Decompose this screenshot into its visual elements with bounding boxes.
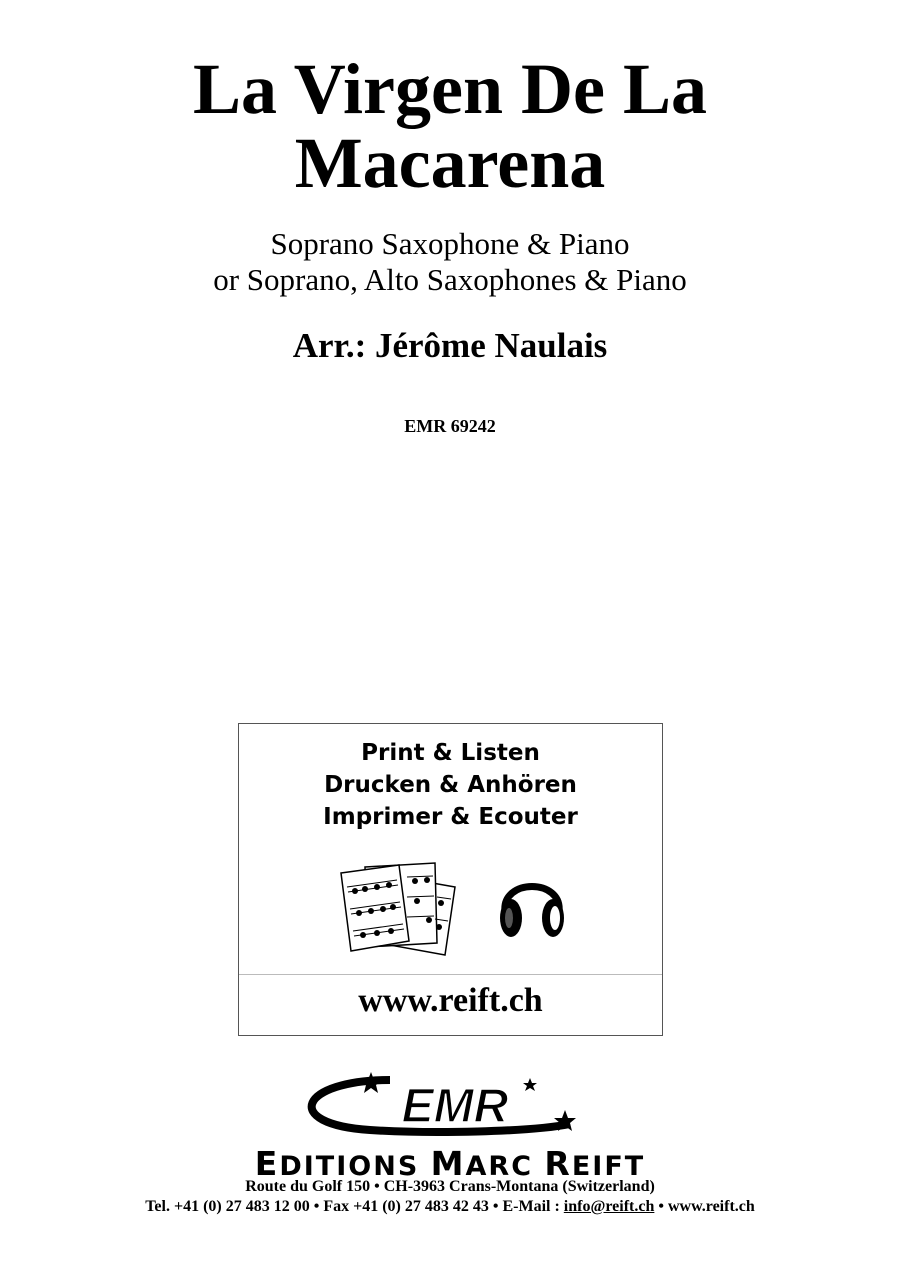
arranger: Arr.: Jérôme Naulais [292,326,608,365]
contact-phone-fax: Tel. +41 (0) 27 483 12 00 • Fax +41 (0) 27 483 42 43 • E-Mail : [145,1198,564,1215]
email-link[interactable]: info@reift.ch [563,1198,655,1215]
catalog-number: EMR 69242 [404,416,496,436]
publisher-address: Route du Golf 150 • CH-3963 Crans-Montana (Switzerland) [245,1178,655,1195]
emr-logo [240,1072,660,1144]
sheet-music-icon [337,857,467,957]
headphones-icon [497,864,567,944]
instrumentation-line-2: or Soprano, Alto Saxophones & Piano [213,262,687,297]
publisher-name-part: DITIONS [279,1151,431,1182]
instrumentation-line-1: Soprano Saxophone & Piano [270,226,630,261]
promo-divider [239,974,662,975]
promo-line-french: Imprimer & Ecouter [323,804,578,830]
publisher-name-part: E [254,1144,280,1183]
publisher-name-part: R [544,1144,572,1183]
title [0,49,900,203]
print-listen-box [238,723,663,1036]
promo-website-link[interactable]: www.reift.ch [358,982,543,1019]
promo-line-german: Drucken & Anhören [324,772,577,798]
title-line-2: Macarena [294,123,606,203]
instrumentation [0,226,900,298]
logo-text: EMR [401,1080,509,1133]
contact-website: • www.reift.ch [654,1198,755,1215]
title-line-1: La Virgen De La [193,49,707,129]
publisher-name-part: EIFT [571,1151,646,1182]
publisher-name-part: ARC [465,1151,545,1182]
publisher-name-part: M [430,1144,466,1183]
promo-line-english: Print & Listen [361,740,540,766]
publisher-contact [0,1198,900,1216]
